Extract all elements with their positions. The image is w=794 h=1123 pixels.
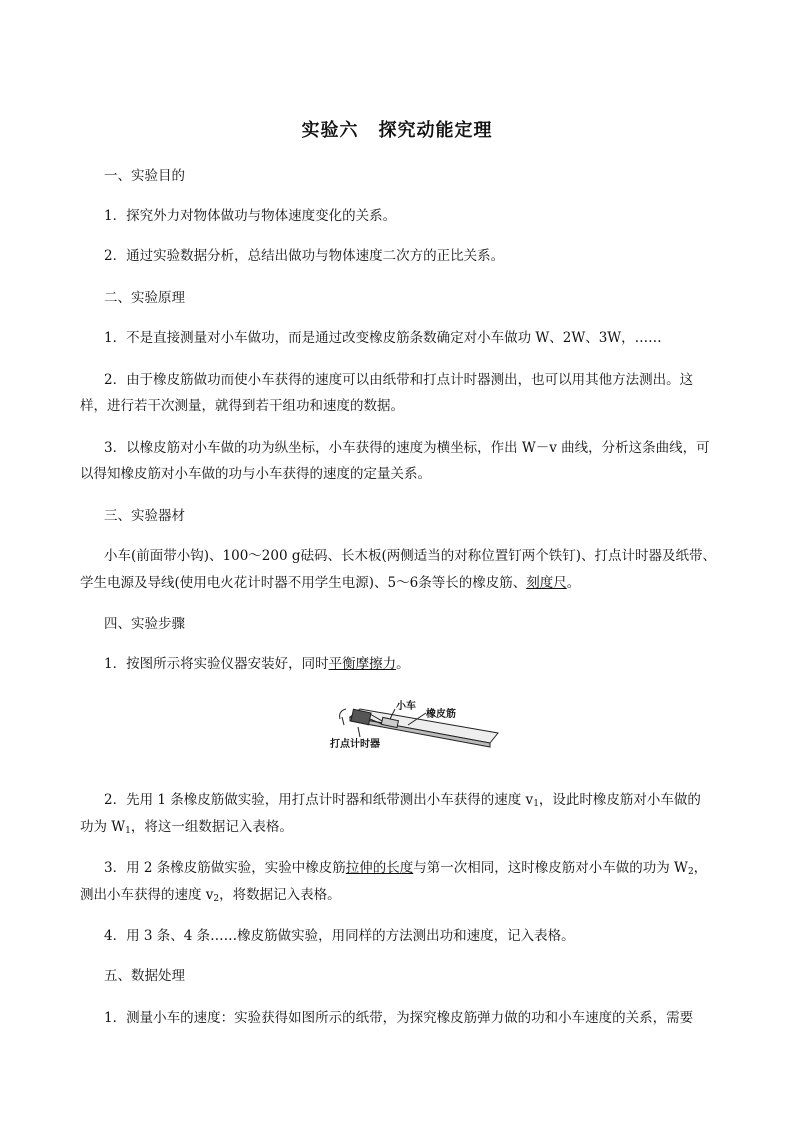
figure-label-timer: 打点计时器 (330, 739, 380, 750)
principle-item-3-line-2: 以得知橡皮筋对小车做的功与小车获得的速度的定量关系。 (80, 466, 431, 482)
step-3-text-b-end: ，将数据记入表格。 (219, 887, 341, 903)
step-1-text: 1．按图所示将实验仪器安装好，同时 (104, 656, 329, 672)
principle-item-1: 1．不是直接测量对小车做功，而是通过改变橡皮筋条数确定对小车做功 W、2W、3W，…… (104, 330, 662, 346)
step-1-underlined: 平衡摩擦力 (328, 656, 397, 672)
equipment-line-1: 小车(前面带小钩)、100～200 g砝码、长木板(两侧适当的对称位置钉两个铁钉)、打点计时器及纸带、 (104, 548, 717, 564)
purpose-item-1: 1．探究外力对物体做功与物体速度变化的关系。 (104, 208, 397, 224)
step-2-text-b-end: ，将这一组数据记入表格。 (130, 819, 293, 835)
step-2-text-a-end: ，设此时橡皮筋对小车做的 (538, 792, 701, 808)
step-2-line-1 (104, 790, 701, 814)
title-part-2: 探究动能定理 (378, 120, 493, 141)
page-title (0, 116, 794, 142)
step-1-end: 。 (396, 656, 410, 672)
step-2-sub-w1: 1 (125, 826, 131, 836)
step-2-text-a: 2．先用 1 条橡皮筋做实验，用打点计时器和纸带测出小车获得的速度 v (104, 792, 534, 808)
apparatus-figure (330, 697, 500, 757)
equipment-text: 学生电源及导线(使用电火花计时器不用学生电源)、5～6条等长的橡皮筋、 (80, 575, 527, 591)
section-heading-equipment: 三、实验器材 (104, 508, 185, 524)
section-heading-purpose: 一、实验目的 (104, 168, 185, 184)
equipment-line-2 (80, 573, 580, 593)
title-part-1: 实验六 (301, 120, 359, 141)
step-3-line-1 (104, 858, 707, 882)
section-heading-data: 五、数据处理 (104, 968, 185, 984)
step-3-sub-v2: 2 (213, 894, 220, 904)
principle-item-2-line-2: 样，进行若干次测量，就得到若干组功和速度的数据。 (80, 398, 404, 414)
figure-label-car: 小车 (396, 701, 416, 712)
principle-item-3-line-1: 3．以橡皮筋对小车做的功为纵坐标，小车获得的速度为横坐标，作出 W－v 曲线，分析这条曲线，可 (104, 440, 710, 456)
step-3-text-b: 测出小车获得的速度 v (80, 887, 214, 903)
step-3-text-a2: 与第一次相同，这时橡皮筋对小车做的功为 W (413, 860, 688, 876)
step-3-text-a3: ， (693, 860, 708, 876)
purpose-item-2: 2．通过实验数据分析，总结出做功与物体速度二次方的正比关系。 (104, 248, 505, 264)
equipment-end: 。 (566, 575, 581, 591)
data-item-1: 1．测量小车的速度：实验获得如图所示的纸带，为探究橡皮筋弹力做的功和小车速度的关系，需要 (104, 1010, 694, 1026)
step-3-line-2 (80, 885, 341, 909)
section-heading-principle: 二、实验原理 (104, 290, 185, 306)
step-3-underlined: 拉伸的长度 (345, 860, 414, 876)
step-2-sub-v1: 1 (533, 799, 539, 809)
figure-label-band: 橡皮筋 (426, 709, 456, 720)
step-1 (104, 654, 410, 674)
step-2-text-b: 功为 W (80, 819, 126, 835)
section-heading-steps: 四、实验步骤 (104, 616, 185, 632)
step-4: 4．用 3 条、4 条……橡皮筋做实验，用同样的方法测出功和速度，记入表格。 (104, 928, 575, 944)
step-3-text-a: 3．用 2 条橡皮筋做实验，实验中橡皮筋 (104, 860, 346, 876)
step-2-line-2 (80, 817, 293, 841)
equipment-ruler: 刻度尺 (526, 575, 567, 591)
principle-item-2-line-1: 2．由于橡皮筋做功而使小车获得的速度可以由纸带和打点计时器测出，也可以用其他方法测出。这 (104, 372, 694, 388)
step-3-sub-w2: 2 (687, 867, 694, 877)
